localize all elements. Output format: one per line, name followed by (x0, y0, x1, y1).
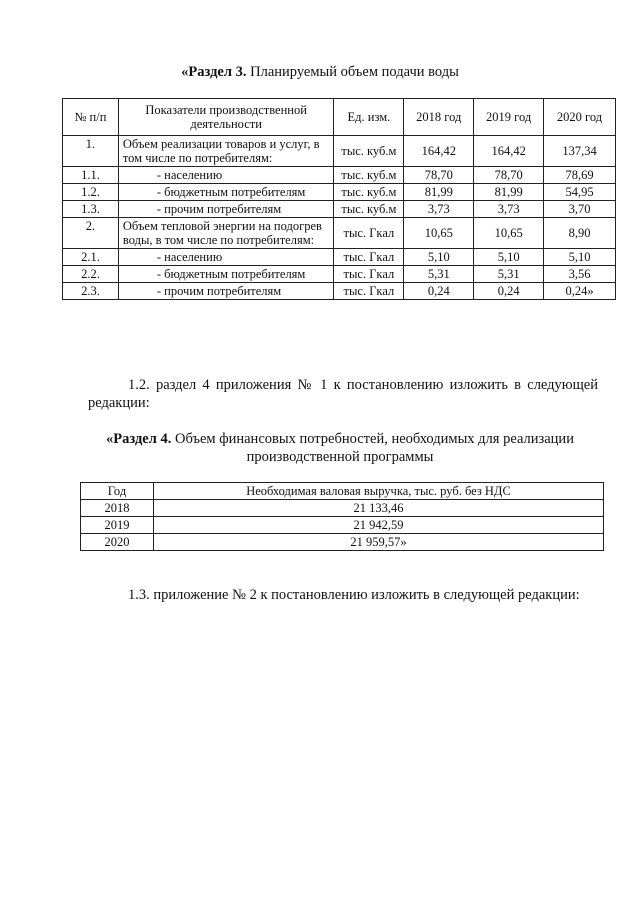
table-row (81, 534, 604, 551)
section4-title (80, 430, 600, 466)
row-year: 2020 (81, 534, 154, 551)
row-2020: 54,95 (544, 184, 616, 201)
row-2018: 5,10 (404, 249, 474, 266)
row-unit: тыс. Гкал (334, 218, 404, 249)
paragraph-1-2 (88, 376, 598, 412)
row-name: - населению (118, 249, 334, 266)
row-2018: 81,99 (404, 184, 474, 201)
header-cell: № п/п (63, 99, 119, 136)
row-value: 21 942,59 (154, 517, 604, 534)
section4-title-bold: «Раздел 4. (106, 431, 172, 447)
row-number: 2. (63, 218, 119, 249)
section4-title-rest: Объем финансовых потребностей, необходимых для реализации производственной программы (171, 431, 574, 465)
paragraph-1-3 (88, 586, 598, 604)
row-name: Объем реализации товаров и услуг, в том числе по потребителям: (118, 136, 334, 167)
row-2019: 81,99 (474, 184, 544, 201)
header-cell: 2020 год (544, 99, 616, 136)
row-number: 1.2. (63, 184, 119, 201)
section4-header-row (81, 483, 604, 500)
row-unit: тыс. Гкал (334, 249, 404, 266)
table-row (63, 249, 616, 266)
row-name: - бюджетным потребителям (118, 184, 334, 201)
row-2020: 0,24» (544, 283, 616, 300)
row-value: 21 133,46 (154, 500, 604, 517)
row-unit: тыс. куб.м (334, 201, 404, 218)
header-cell: Ед. изм. (334, 99, 404, 136)
row-number: 1.1. (63, 167, 119, 184)
row-2020: 3,70 (544, 201, 616, 218)
row-2020: 137,34 (544, 136, 616, 167)
row-2020: 78,69 (544, 167, 616, 184)
row-number: 2.1. (63, 249, 119, 266)
section3-title-bold: «Раздел 3. (181, 64, 247, 80)
row-2018: 3,73 (404, 201, 474, 218)
row-unit: тыс. Гкал (334, 266, 404, 283)
row-name: - населению (118, 167, 334, 184)
row-unit: тыс. Гкал (334, 283, 404, 300)
row-2020: 3,56 (544, 266, 616, 283)
header-cell: Год (81, 483, 154, 500)
row-unit: тыс. куб.м (334, 184, 404, 201)
row-number: 2.3. (63, 283, 119, 300)
table-row (63, 218, 616, 249)
row-unit: тыс. куб.м (334, 136, 404, 167)
row-2018: 0,24 (404, 283, 474, 300)
section3-title (0, 64, 640, 81)
table-row (63, 283, 616, 300)
section4-table (80, 482, 604, 551)
header-cell: 2019 год (474, 99, 544, 136)
row-2018: 5,31 (404, 266, 474, 283)
table-row (63, 201, 616, 218)
row-2018: 78,70 (404, 167, 474, 184)
table-row (81, 517, 604, 534)
row-value: 21 959,57» (154, 534, 604, 551)
row-number: 1.3. (63, 201, 119, 218)
row-2019: 0,24 (474, 283, 544, 300)
section3-table (62, 98, 616, 300)
paragraph-1-3-text: 1.3. приложение № 2 к постановлению изложить в следующей редакции: (128, 587, 580, 603)
section3-header-row (63, 99, 616, 136)
header-cell: 2018 год (404, 99, 474, 136)
row-2020: 8,90 (544, 218, 616, 249)
row-2019: 164,42 (474, 136, 544, 167)
row-name: - прочим потребителям (118, 283, 334, 300)
table-row (63, 266, 616, 283)
table-row (63, 136, 616, 167)
row-2019: 78,70 (474, 167, 544, 184)
section3-title-rest: Планируемый объем подачи воды (246, 64, 459, 80)
row-2019: 5,31 (474, 266, 544, 283)
row-name: - бюджетным потребителям (118, 266, 334, 283)
row-2019: 10,65 (474, 218, 544, 249)
row-2020: 5,10 (544, 249, 616, 266)
paragraph-1-2-text: 1.2. раздел 4 приложения № 1 к постановлению изложить в следующей редакции: (88, 377, 598, 411)
table-row (63, 167, 616, 184)
header-cell: Показатели производственной деятельности (118, 99, 334, 136)
row-number: 2.2. (63, 266, 119, 283)
row-year: 2018 (81, 500, 154, 517)
row-name: - прочим потребителям (118, 201, 334, 218)
row-2019: 5,10 (474, 249, 544, 266)
row-number: 1. (63, 136, 119, 167)
row-unit: тыс. куб.м (334, 167, 404, 184)
row-2018: 10,65 (404, 218, 474, 249)
row-year: 2019 (81, 517, 154, 534)
table-row (63, 184, 616, 201)
header-cell: Необходимая валовая выручка, тыс. руб. без НДС (154, 483, 604, 500)
row-2018: 164,42 (404, 136, 474, 167)
row-2019: 3,73 (474, 201, 544, 218)
row-name: Объем тепловой энергии на подогрев воды, в том числе по потребителям: (118, 218, 334, 249)
table-row (81, 500, 604, 517)
